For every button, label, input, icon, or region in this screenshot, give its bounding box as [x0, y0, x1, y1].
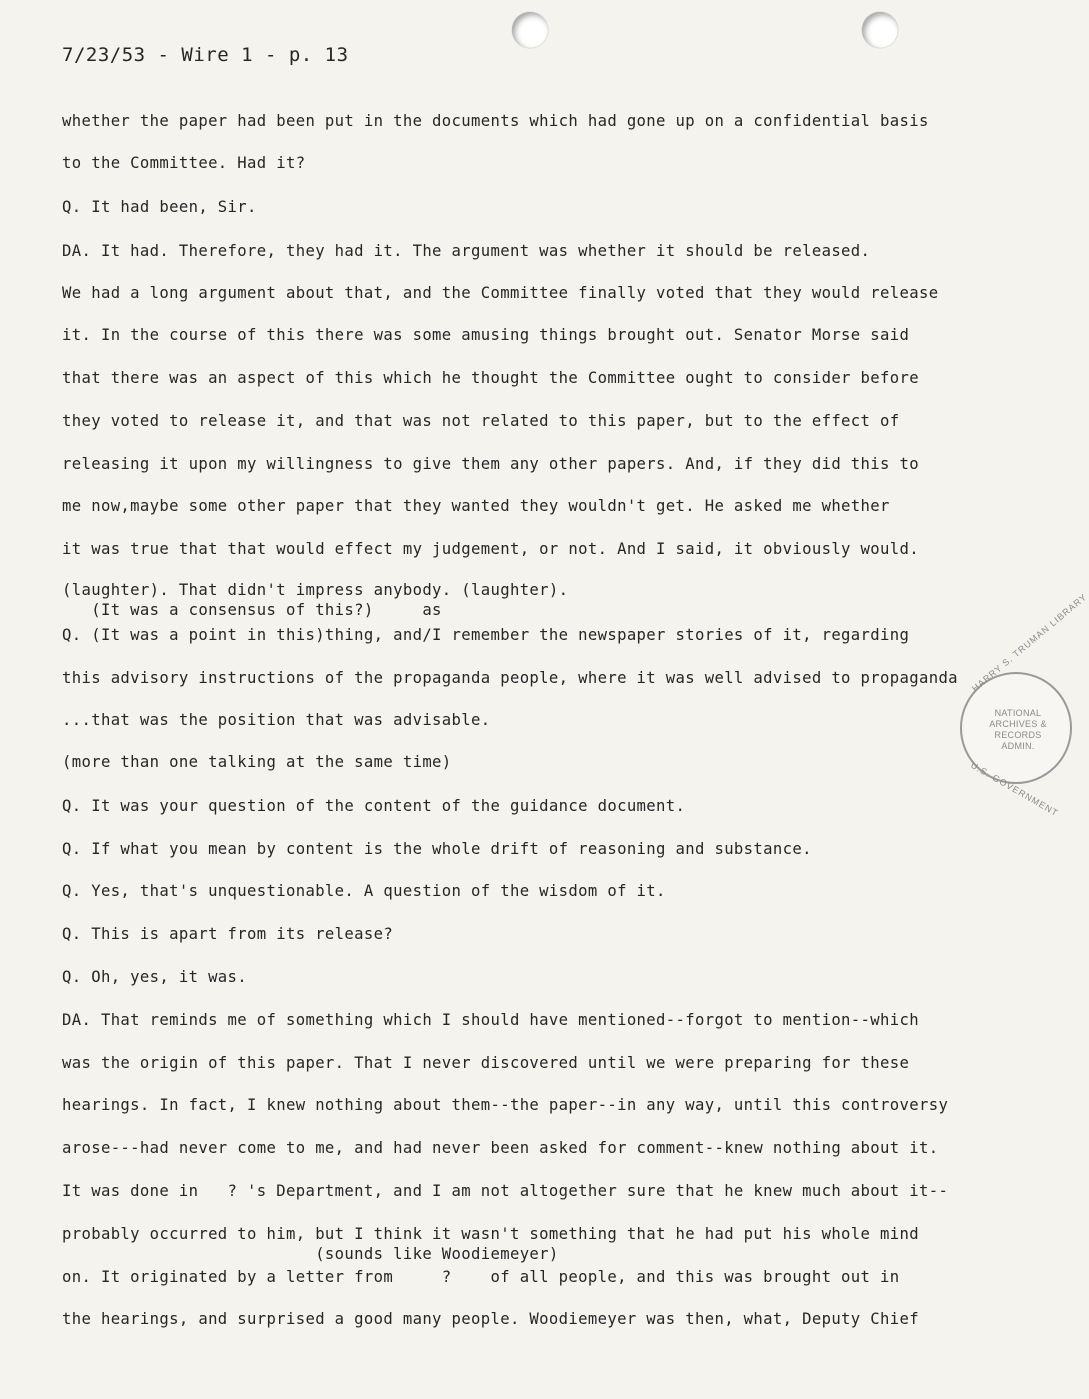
text-line: (laughter). That didn't impress anybody. (laughter).: [62, 581, 569, 599]
text-line: DA. It had. Therefore, they had it. The argument was whether it should be released.: [62, 242, 871, 260]
text-line: (more than one talking at the same time): [62, 753, 452, 771]
text-line: Q. (It was a point in this)thing, and/I remember the newspaper stories of it, regarding: [62, 626, 910, 644]
text-line: Q. It had been, Sir.: [62, 198, 257, 216]
text-line: ...that was the position that was advisable.: [62, 711, 491, 729]
text-line: that there was an aspect of this which he thought the Committee ought to consider before: [62, 369, 919, 387]
text-line: was the origin of this paper. That I never discovered until we were preparing for these: [62, 1054, 910, 1072]
interlinear-note: (It was a consensus of this?) as: [62, 601, 442, 619]
text-line: We had a long argument about that, and the Committee finally voted that they would release: [62, 284, 939, 302]
text-line: it was true that that would effect my judgement, or not. And I said, it obviously would.: [62, 540, 919, 558]
text-line: the hearings, and surprised a good many people. Woodiemeyer was then, what, Deputy Chief: [62, 1310, 919, 1328]
text-line: probably occurred to him, but I think it wasn't something that he had put his whole mind: [62, 1225, 919, 1243]
archive-stamp: [960, 591, 1089, 819]
text-line: me now,maybe some other paper that they wanted they wouldn't get. He asked me whether: [62, 497, 890, 515]
stamp-inner-line: RECORDS: [994, 730, 1042, 740]
page-header: 7/23/53 - Wire 1 - p. 13: [62, 44, 349, 66]
text-line: to the Committee. Had it?: [62, 154, 306, 172]
text-line: arose---had never come to me, and had never been asked for comment--knew nothing about it.: [62, 1139, 939, 1157]
punch-hole-left: [512, 12, 548, 48]
text-line: it. In the course of this there was some amusing things brought out. Senator Morse said: [62, 326, 910, 344]
stamp-inner-line: ADMIN.: [1001, 741, 1035, 751]
text-line: Q. Yes, that's unquestionable. A question of the wisdom of it.: [62, 882, 666, 900]
text-line: this advisory instructions of the propaganda people, where it was well advised to propaganda: [62, 669, 958, 687]
text-line: whether the paper had been put in the documents which had gone up on a confidential basis: [62, 112, 929, 130]
punch-hole-right: [862, 12, 898, 48]
text-line: Q. If what you mean by content is the whole drift of reasoning and substance.: [62, 840, 812, 858]
text-line: Q. It was your question of the content of the guidance document.: [62, 797, 686, 815]
text-line: on. It originated by a letter from ? of all people, and this was brought out in: [62, 1268, 900, 1286]
stamp-bottom-text: U.S. GOVERNMENT: [969, 760, 1061, 819]
stamp-inner-line: ARCHIVES &: [989, 719, 1047, 729]
text-line: hearings. In fact, I knew nothing about them--the paper--in any way, until this controversy: [62, 1096, 949, 1114]
text-line: Q. Oh, yes, it was.: [62, 968, 248, 986]
text-line: they voted to release it, and that was not related to this paper, but to the effect of: [62, 412, 900, 430]
text-line: DA. That reminds me of something which I should have mentioned--forgot to mention--which: [62, 1011, 919, 1029]
stamp-inner: [980, 708, 1056, 752]
text-line: It was done in ? 's Department, and I am not altogether sure that he knew much about it--: [62, 1182, 949, 1200]
text-line: releasing it upon my willingness to give them any other papers. And, if they did this to: [62, 455, 919, 473]
text-line: Q. This is apart from its release?: [62, 925, 394, 943]
interlinear-note: (sounds like Woodiemeyer): [62, 1245, 559, 1263]
stamp-top-text: HARRY S. TRUMAN LIBRARY: [970, 591, 1089, 694]
stamp-inner-line: NATIONAL: [994, 708, 1042, 718]
